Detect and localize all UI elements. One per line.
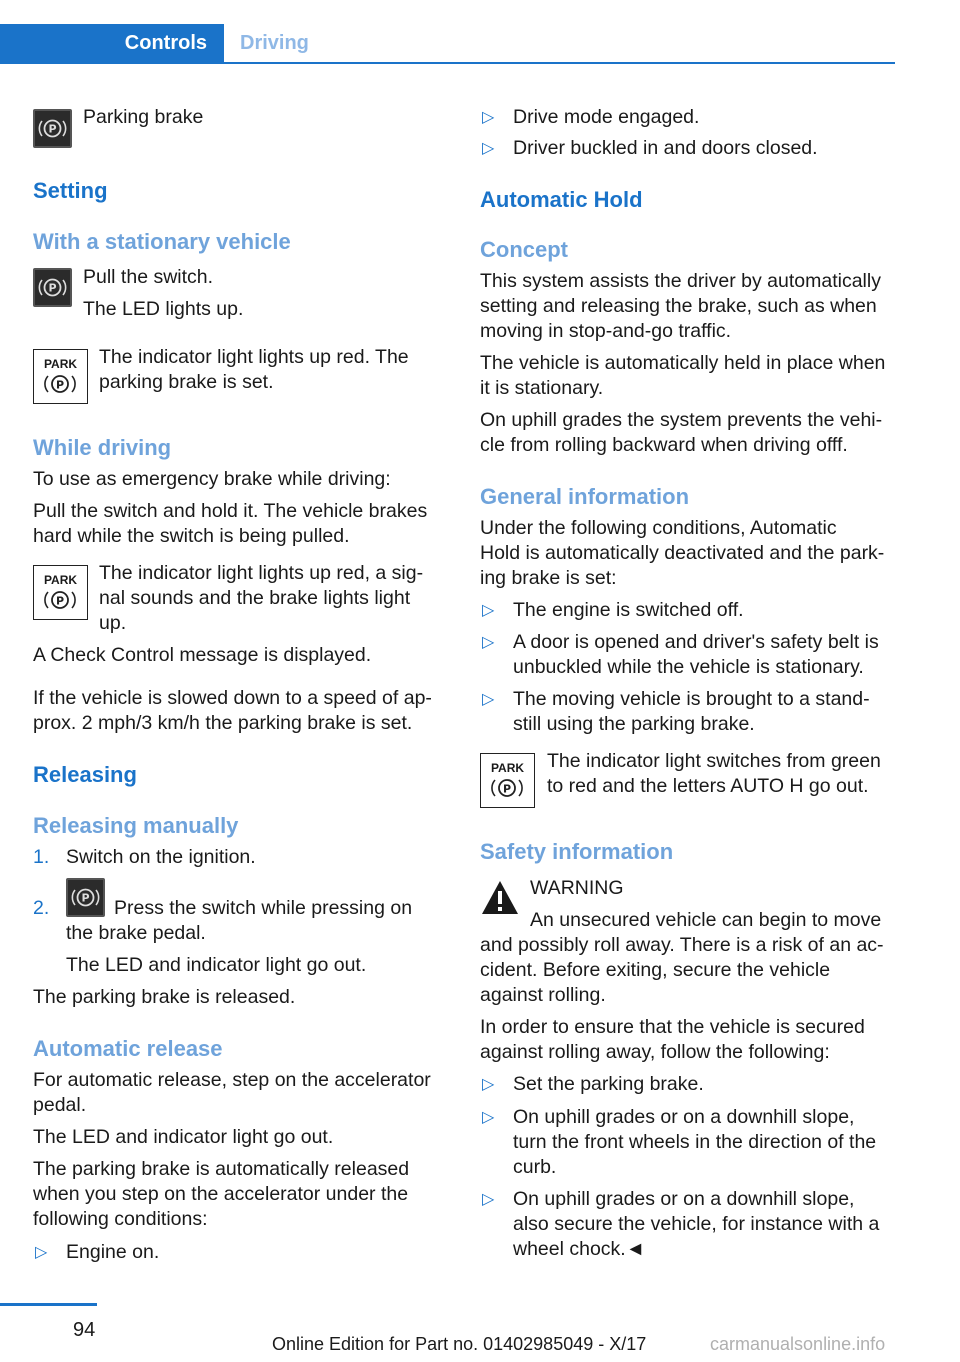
auto-released-line2: when you step on the accelerator under the [33, 1183, 409, 1205]
step-1-number: 1. [33, 846, 50, 868]
warn-line4: against rolling. [480, 984, 606, 1006]
general-line3: ing brake is set: [480, 567, 617, 589]
warn-line3: cident. Before exiting, secure the vehicle [480, 959, 831, 981]
signal-line1: The indicator light lights up red, a sig‐ [99, 562, 424, 584]
step-2-line2: the brake pedal. [66, 922, 206, 944]
green-red-line2: to red and the letters AUTO H go out. [547, 775, 869, 797]
released-text: The parking brake is released. [33, 986, 296, 1008]
parking-brake-switch-icon [33, 268, 72, 307]
heading-safety-information: Safety information [480, 839, 674, 864]
concept-line3: moving in stop-and-go traffic. [480, 320, 732, 342]
follow-2-line1: On uphill grades or on a downhill slope, [513, 1106, 855, 1128]
bullet-icon: ▷ [482, 109, 495, 126]
pull-switch-text: Pull the switch. [83, 266, 214, 288]
heading-releasing-manually: Releasing manually [33, 813, 239, 838]
cond-1-text: The engine is switched off. [513, 599, 744, 621]
heading-releasing: Releasing [33, 762, 137, 787]
warn-line2: and possibly roll away. There is a risk of an ac‐ [480, 934, 884, 956]
bullet-icon: ▷ [35, 1244, 48, 1261]
footer-rule [0, 1303, 97, 1306]
parking-brake-label: Parking brake [83, 106, 204, 128]
warn-line1: An unsecured vehicle can begin to move [530, 909, 882, 931]
drive-mode-text: Drive mode engaged. [513, 106, 700, 128]
heading-general-information: General information [480, 484, 690, 509]
follow-3-line1: On uphill grades or on a downhill slope, [513, 1188, 855, 1210]
park-icon-label: PARK [43, 573, 78, 587]
park-indicator-icon [33, 349, 88, 404]
indicator-red-line2: parking brake is set. [99, 371, 274, 393]
signal-line2: nal sounds and the brake lights light [99, 587, 411, 609]
bullet-icon: ▷ [482, 1191, 495, 1208]
auto-release-line2: pedal. [33, 1094, 87, 1116]
bullet-icon: ▷ [482, 602, 495, 619]
tab-controls[interactable]: Controls [0, 24, 224, 62]
park-icon-label: PARK [490, 761, 525, 775]
heading-automatic-release: Automatic release [33, 1036, 223, 1061]
park-indicator-icon [33, 565, 88, 620]
cond-3-line1: The moving vehicle is brought to a stand‐ [513, 688, 870, 710]
step-1-text: Switch on the ignition. [66, 846, 256, 868]
slowed-line2: prox. 2 mph/3 km/h the parking brake is set. [33, 712, 413, 734]
edition-text: Online Edition for Part no. 01402985049 - X/17 [272, 1334, 647, 1354]
svg-text:P: P [55, 594, 65, 608]
bullet-icon: ▷ [482, 1109, 495, 1126]
signal-line3: up. [99, 612, 127, 634]
check-control-text: A Check Control message is displayed. [33, 644, 372, 666]
svg-text:P: P [48, 281, 57, 295]
park-icon-label: PARK [43, 357, 78, 371]
auto-released-line3: following conditions: [33, 1208, 208, 1230]
page-number: 94 [73, 1319, 96, 1341]
step-2-line1: Press the switch while pressing on [114, 897, 413, 919]
pull-hold-line2: hard while the switch is being pulled. [33, 525, 350, 547]
header-bar [0, 24, 895, 64]
parking-brake-switch-icon [33, 109, 72, 148]
driver-buckled-text: Driver buckled in and doors closed. [513, 137, 818, 159]
bullet-icon: ▷ [482, 691, 495, 708]
emergency-text: To use as emergency brake while driving: [33, 468, 391, 490]
uphill-line1: On uphill grades the system prevents the vehi‐ [480, 409, 883, 431]
cond-3-line2: still using the parking brake. [513, 713, 755, 735]
engine-on-text: Engine on. [66, 1241, 160, 1263]
heading-while-driving: While driving [33, 435, 172, 460]
svg-text:P: P [81, 891, 90, 905]
heading-concept: Concept [480, 237, 568, 262]
led-lights-text: The LED lights up. [83, 298, 244, 320]
follow-1-text: Set the parking brake. [513, 1073, 704, 1095]
ensure-line1: In order to ensure that the vehicle is secured [480, 1016, 865, 1038]
warning-label: WARNING [530, 877, 624, 899]
concept-line1: This system assists the driver by automatically [480, 270, 881, 292]
step-2-number: 2. [33, 897, 50, 919]
watermark: carmanualsonline.info [710, 1334, 886, 1354]
cond-2-line1: A door is opened and driver's safety belt is [513, 631, 879, 653]
general-line1: Under the following conditions, Automatic [480, 517, 837, 539]
led-out-text: The LED and indicator light go out. [33, 1126, 334, 1148]
slowed-line1: If the vehicle is slowed down to a speed of ap‐ [33, 687, 432, 709]
svg-text:P: P [48, 122, 57, 136]
follow-2-line3: curb. [513, 1156, 557, 1178]
bullet-icon: ▷ [482, 140, 495, 157]
heading-setting: Setting [33, 178, 108, 203]
green-red-line1: The indicator light switches from green [547, 750, 881, 772]
warning-triangle-icon [480, 878, 520, 918]
uphill-line2: cle from rolling backward when driving offf. [480, 434, 848, 456]
general-line2: Hold is automatically deactivated and the park‐ [480, 542, 885, 564]
tab-driving[interactable]: Driving [240, 32, 309, 54]
held-line1: The vehicle is automatically held in place when [480, 352, 886, 374]
bullet-icon: ▷ [482, 634, 495, 651]
svg-text:P: P [502, 782, 512, 796]
ensure-line2: against rolling away, follow the following: [480, 1041, 830, 1063]
step-2-line3: The LED and indicator light go out. [66, 954, 367, 976]
follow-2-line2: turn the front wheels in the direction of the [513, 1131, 877, 1153]
heading-stationary: With a stationary vehicle [33, 229, 291, 254]
held-line2: it is stationary. [480, 377, 604, 399]
cond-2-line2: unbuckled while the vehicle is stationary. [513, 656, 864, 678]
svg-text:P: P [55, 378, 65, 392]
indicator-red-line1: The indicator light lights up red. The [99, 346, 409, 368]
park-indicator-icon [480, 753, 535, 808]
auto-released-line1: The parking brake is automatically released [33, 1158, 410, 1180]
auto-release-line1: For automatic release, step on the accelerator [33, 1069, 431, 1091]
pull-hold-line1: Pull the switch and hold it. The vehicle brakes [33, 500, 428, 522]
follow-3-line3: wheel chock.◄ [513, 1238, 646, 1260]
heading-automatic-hold: Automatic Hold [480, 187, 643, 212]
bullet-icon: ▷ [482, 1076, 495, 1093]
follow-3-line2: also secure the vehicle, for instance with a [513, 1213, 880, 1235]
parking-brake-switch-icon [66, 878, 105, 917]
concept-line2: setting and releasing the brake, such as when [480, 295, 877, 317]
